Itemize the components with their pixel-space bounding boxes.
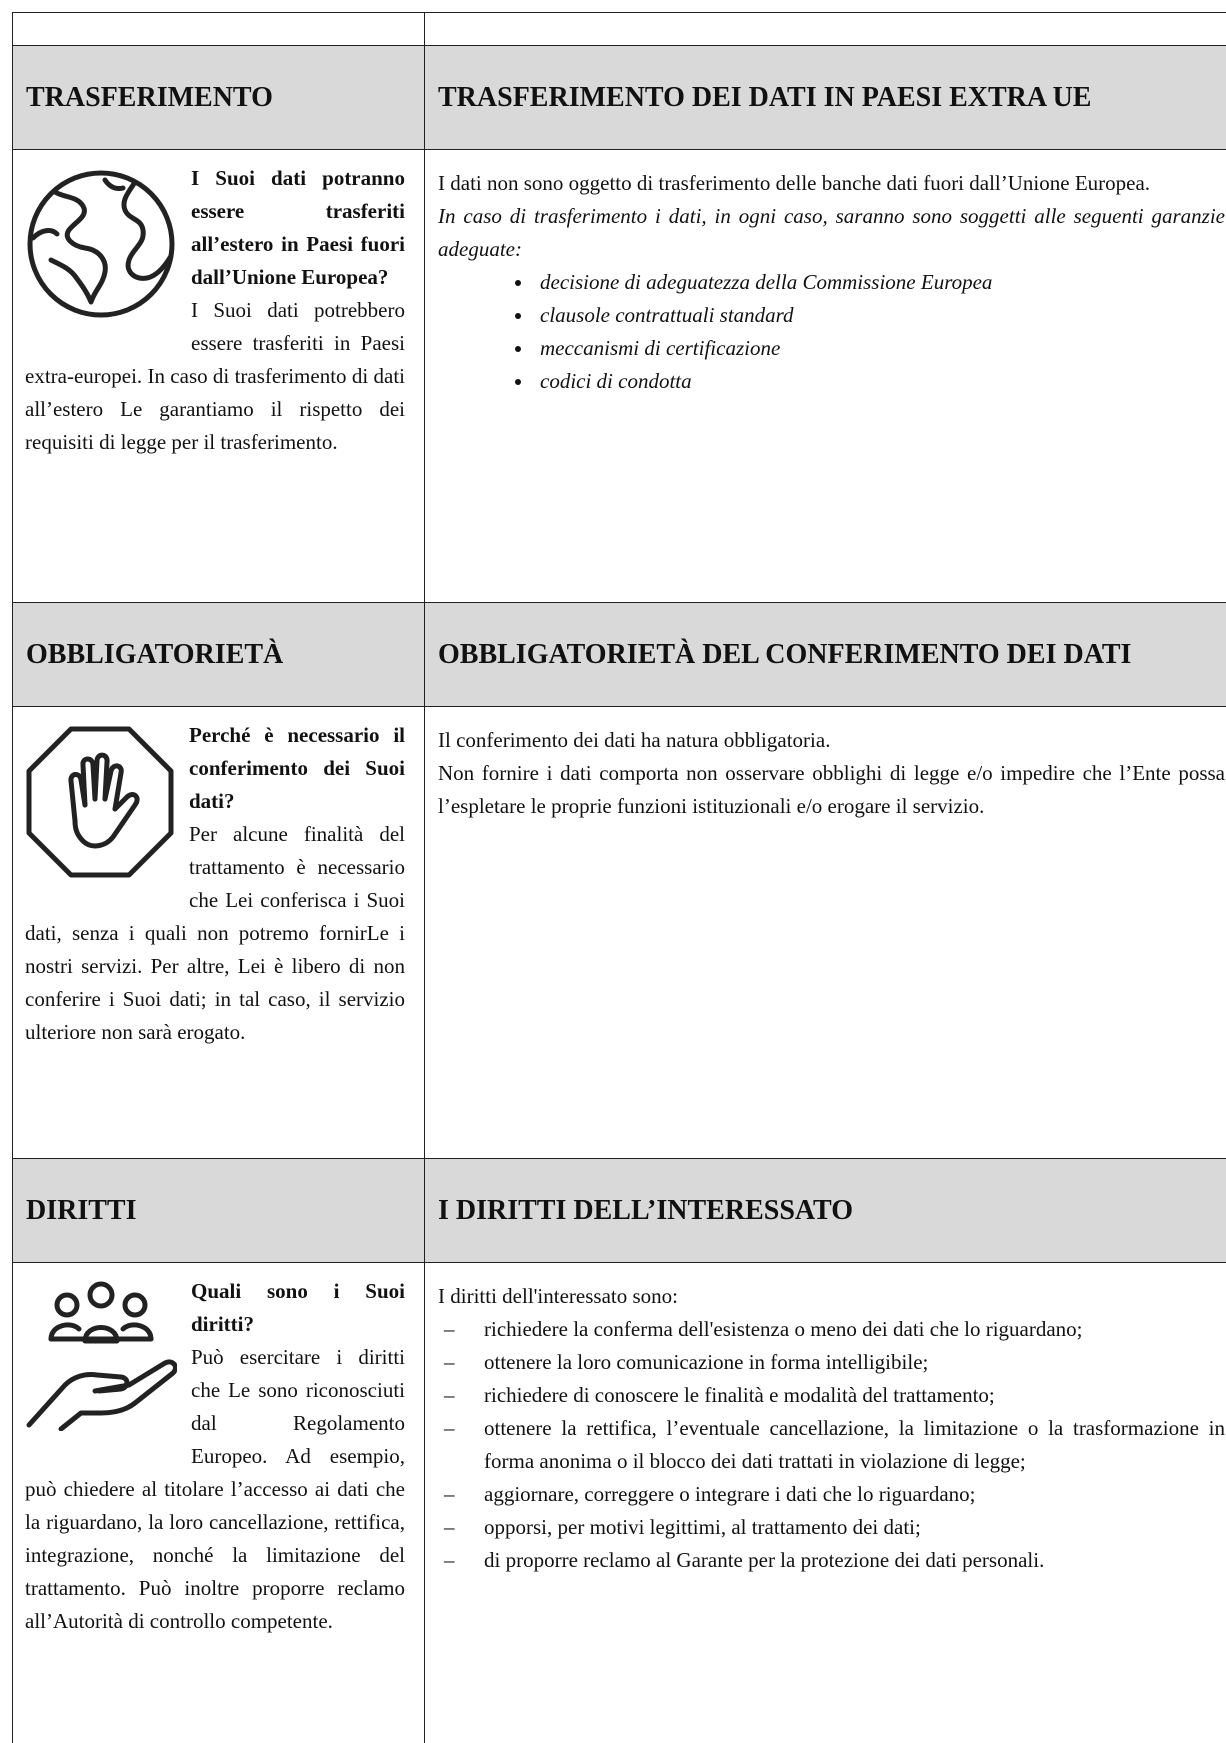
list-item: – aggiornare, correggere o integrare i dati che lo riguardano; — [438, 1478, 1225, 1511]
transfer-question: I Suoi dati potranno essere trasferiti all’estero in Paesi fuori dall’Unione Europea? — [191, 166, 405, 289]
rights-intro: I diritti dell'interessato sono: — [438, 1284, 678, 1308]
transfer-right-paragraph: I dati non sono oggetto di trasferimento delle banche dati fuori dall’Unione Europea. — [438, 171, 1151, 195]
privacy-table — [12, 12, 1226, 1743]
obligation-left-cell — [12, 707, 424, 1158]
list-item: – ottenere la rettifica, l’eventuale cancellazione, la limitazione o la trasformazione in forma anonima o il blocco dei dati trattati in violazione di legge; — [438, 1412, 1225, 1478]
list-item: – ottenere la loro comunicazione in forma intelligibile; — [438, 1346, 1225, 1379]
transfer-left-header: TRASFERIMENTO — [26, 81, 273, 113]
empty-cell-left — [12, 13, 424, 45]
list-item: • decisione di adeguatezza della Commissione Europea — [534, 266, 1225, 299]
list-item: – di proporre reclamo al Garante per la protezione dei dati personali. — [438, 1544, 1225, 1577]
people-hand-icon — [25, 1281, 177, 1441]
rights-right-header-cell — [424, 1159, 1226, 1262]
rights-right-header: I DIRITTI DELL’INTERESSATO — [438, 1194, 853, 1226]
transfer-right-header: TRASFERIMENTO DEI DATI IN PAESI EXTRA UE — [438, 81, 1092, 113]
globe-icon — [25, 168, 177, 330]
transfer-header-row — [12, 46, 1226, 150]
list-item: – richiedere di conoscere le finalità e modalità del trattamento; — [438, 1379, 1225, 1412]
obligation-content-row — [12, 707, 1226, 1159]
obligation-question: Perché è necessario il conferimento dei Suoi dati? — [189, 723, 405, 813]
obligation-right-paragraph-1: Il conferimento dei dati ha natura obbligatoria. — [438, 728, 831, 752]
rights-left-header: DIRITTI — [26, 1194, 137, 1226]
rights-header-row — [12, 1159, 1226, 1263]
obligation-answer: Per alcune finalità del trattamento è necessario che Lei conferisca i Suoi dati, senza i quali non potremo fornirLe i nostri servizi. Per altre, Lei è libero di non conferire i Suoi dati; in tal caso, il servizio ulteriore non sarà erogato. — [25, 822, 405, 1044]
obligation-left-header-cell — [12, 603, 424, 706]
guarantees-list — [438, 266, 1225, 398]
transfer-answer: I Suoi dati potrebbero essere trasferiti in Paesi extra-europei. In caso di trasferimento di dati all’estero Le garantiamo il rispetto dei requisiti di legge per il trasferimento. — [25, 298, 405, 454]
rights-left-header-cell — [12, 1159, 424, 1262]
list-item: • codici di condotta — [534, 365, 1225, 398]
obligation-right-header-cell — [424, 603, 1226, 706]
obligation-right-header: OBBLIGATORIETÀ DEL CONFERIMENTO DEI DATI — [438, 638, 1132, 670]
transfer-guarantees-intro: In caso di trasferimento i dati, in ogni caso, saranno sono soggetti alle seguenti garanzie adeguate: — [438, 204, 1225, 261]
stop-hand-icon — [25, 725, 175, 889]
obligation-right-cell — [424, 707, 1226, 1158]
transfer-content-row — [12, 150, 1226, 603]
transfer-right-cell — [424, 150, 1226, 602]
obligation-right-paragraph-2: Non fornire i dati comporta non osservare obblighi di legge e/o impedire che l’Ente possa l’espletare le proprie funzioni istituzionali e/o erogare il servizio. — [438, 761, 1225, 818]
empty-cell-right — [424, 13, 1226, 45]
transfer-left-header-cell — [12, 46, 424, 149]
rights-right-cell — [424, 1263, 1226, 1743]
list-item: – opporsi, per motivi legittimi, al trattamento dei dati; — [438, 1511, 1225, 1544]
obligation-header-row — [12, 603, 1226, 707]
list-item: • meccanismi di certificazione — [534, 332, 1225, 365]
empty-top-row — [12, 12, 1226, 46]
rights-list — [438, 1313, 1225, 1577]
rights-content-row — [12, 1263, 1226, 1743]
rights-left-cell — [12, 1263, 424, 1743]
obligation-left-header: OBBLIGATORIETÀ — [26, 638, 284, 670]
transfer-left-cell — [12, 150, 424, 602]
rights-question: Quali sono i Suoi diritti? — [191, 1279, 405, 1336]
list-item: – richiedere la conferma dell'esistenza o meno dei dati che lo riguardano; — [438, 1313, 1225, 1346]
transfer-right-header-cell — [424, 46, 1226, 149]
rights-answer: Può esercitare i diritti che Le sono riconosciuti dal Regolamento Europeo. Ad esempio, può chiedere al titolare l’accesso ai dati che la riguardano, la loro cancellazione, rettifica, integrazione, nonché la limitazione del trattamento. Può inoltre proporre reclamo all’Autorità di controllo competente. — [25, 1345, 405, 1633]
list-item: • clausole contrattuali standard — [534, 299, 1225, 332]
